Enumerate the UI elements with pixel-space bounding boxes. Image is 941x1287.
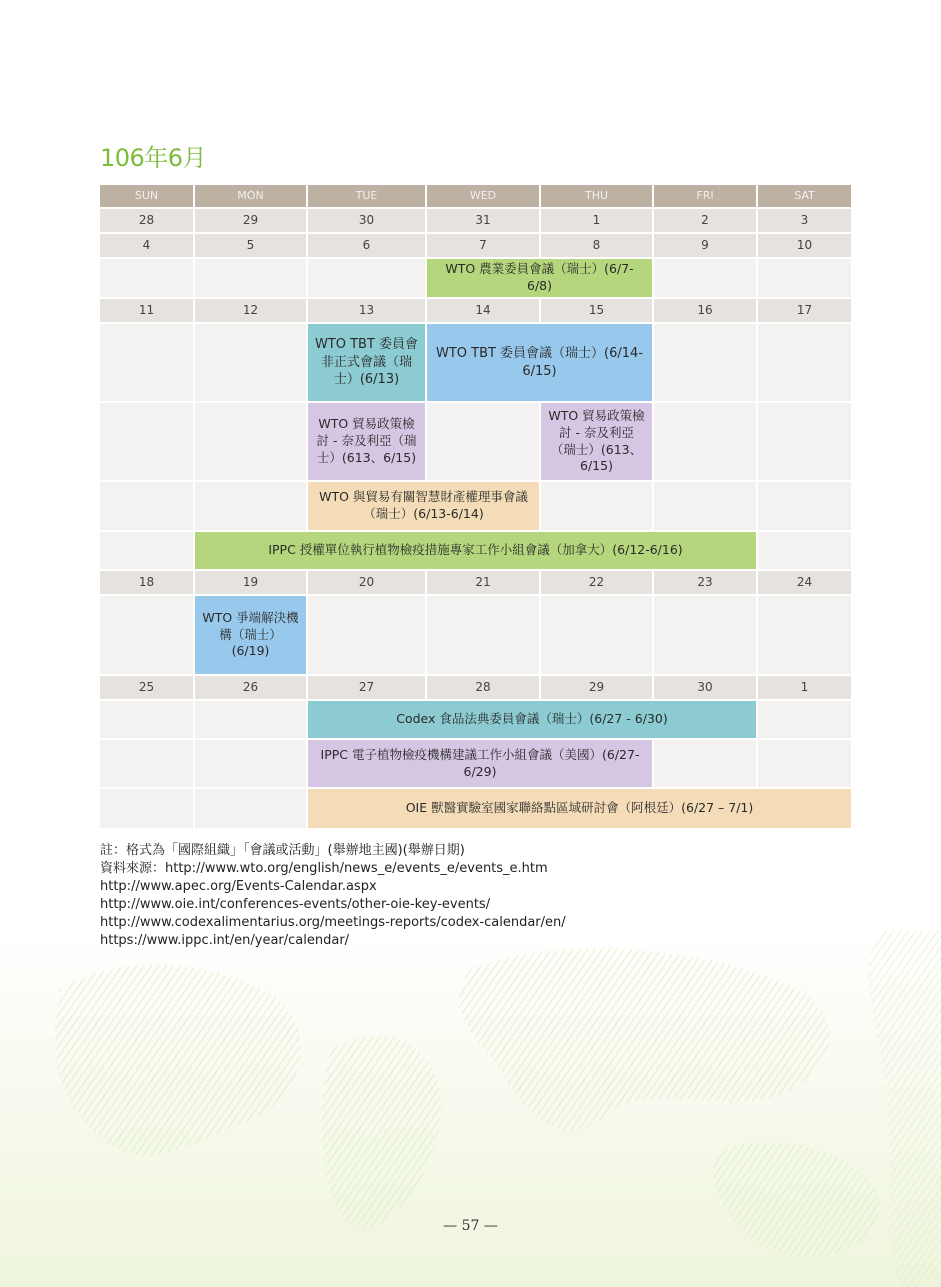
date-cell: 9: [654, 234, 756, 257]
date-cell: 23: [654, 571, 756, 594]
event-wto-trade-policy-review: WTO 貿易政策檢討 - 奈及利亞（瑞士）(613、6/15): [308, 403, 425, 480]
empty-cell: [100, 324, 193, 401]
source-line: http://www.oie.int/conferences-events/other-oie-key-events/: [100, 897, 491, 912]
event-wto-trade-policy-review: WTO 貿易政策檢討 - 奈及利亞（瑞士）(613、6/15): [541, 403, 652, 480]
date-cell: 14: [427, 299, 539, 322]
empty-cell: [758, 259, 851, 297]
empty-cell: [758, 482, 851, 530]
empty-cell: [758, 403, 851, 480]
date-cell: 24: [758, 571, 851, 594]
event-wto-tbt-committee: WTO TBT 委員會議（瑞士）(6/14-6/15): [427, 324, 652, 401]
date-cell: 29: [195, 209, 306, 232]
empty-cell: [654, 740, 756, 787]
empty-cell: [195, 259, 306, 297]
source-line: http://www.apec.org/Events-Calendar.aspx: [100, 879, 377, 894]
empty-cell: [654, 596, 756, 674]
event-wto-agriculture: WTO 農業委員會議（瑞士）(6/7-6/8): [427, 259, 652, 297]
date-cell: 6: [308, 234, 425, 257]
empty-cell: [195, 403, 306, 480]
empty-cell: [654, 403, 756, 480]
empty-cell: [758, 596, 851, 674]
empty-cell: [654, 324, 756, 401]
date-cell: 29: [541, 676, 652, 699]
date-cell: 13: [308, 299, 425, 322]
empty-cell: [100, 403, 193, 480]
empty-cell: [427, 403, 539, 480]
date-cell: 25: [100, 676, 193, 699]
empty-cell: [195, 324, 306, 401]
empty-cell: [758, 740, 851, 787]
empty-cell: [100, 482, 193, 530]
june-calendar: [100, 185, 851, 828]
empty-cell: [308, 596, 425, 674]
day-header-tue: TUE: [308, 185, 425, 207]
date-cell: 26: [195, 676, 306, 699]
day-header-sun: SUN: [100, 185, 193, 207]
page-title: 106年6月: [100, 144, 207, 172]
date-cell: 1: [541, 209, 652, 232]
date-cell: 1: [758, 676, 851, 699]
date-cell: 5: [195, 234, 306, 257]
day-header-mon: MON: [195, 185, 306, 207]
date-cell: 21: [427, 571, 539, 594]
day-header-fri: FRI: [654, 185, 756, 207]
source-line: http://www.codexalimentarius.org/meetings-reports/codex-calendar/en/: [100, 915, 566, 930]
date-cell: 30: [308, 209, 425, 232]
empty-cell: [195, 789, 306, 828]
date-cell: 2: [654, 209, 756, 232]
empty-cell: [100, 740, 193, 787]
date-cell: 27: [308, 676, 425, 699]
empty-cell: [100, 596, 193, 674]
event-oie-seminar: OIE 獸醫實驗室國家聯絡點區域研討會（阿根廷）(6/27 – 7/1): [308, 789, 851, 828]
date-cell: 4: [100, 234, 193, 257]
day-header-sat: SAT: [758, 185, 851, 207]
empty-cell: [308, 259, 425, 297]
empty-cell: [195, 701, 306, 738]
date-cell: 8: [541, 234, 652, 257]
empty-cell: [427, 596, 539, 674]
event-ippc-expert-working-group: IPPC 授權單位執行植物檢疫措施專家工作小組會議（加拿大）(6/12-6/16): [195, 532, 756, 569]
date-cell: 18: [100, 571, 193, 594]
event-wto-trips-council: WTO 與貿易有關智慧財產權理事會議（瑞士）(6/13-6/14): [308, 482, 539, 530]
source-line: https://www.ippc.int/en/year/calendar/: [100, 933, 350, 948]
empty-cell: [195, 740, 306, 787]
date-cell: 7: [427, 234, 539, 257]
date-cell: 19: [195, 571, 306, 594]
date-cell: 12: [195, 299, 306, 322]
date-cell: 17: [758, 299, 851, 322]
date-cell: 3: [758, 209, 851, 232]
event-wto-dispute-settlement: WTO 爭端解決機構（瑞士）(6/19): [195, 596, 306, 674]
date-cell: 11: [100, 299, 193, 322]
notes-section: [100, 842, 566, 950]
empty-cell: [758, 701, 851, 738]
date-cell: 28: [427, 676, 539, 699]
day-header-wed: WED: [427, 185, 539, 207]
source-line: 資料來源：http://www.wto.org/english/news_e/events_e/events_e.htm: [100, 861, 548, 876]
event-ippc-ephyto: IPPC 電子植物檢疫機構建議工作小組會議（美國）(6/27-6/29): [308, 740, 652, 787]
empty-cell: [541, 482, 652, 530]
date-cell: 15: [541, 299, 652, 322]
day-header-thu: THU: [541, 185, 652, 207]
date-cell: 10: [758, 234, 851, 257]
date-cell: 28: [100, 209, 193, 232]
empty-cell: [100, 259, 193, 297]
empty-cell: [100, 532, 193, 569]
empty-cell: [195, 482, 306, 530]
event-wto-tbt-informal: WTO TBT 委員會非正式會議（瑞士）(6/13): [308, 324, 425, 401]
date-cell: 22: [541, 571, 652, 594]
empty-cell: [654, 482, 756, 530]
date-cell: 20: [308, 571, 425, 594]
date-cell: 30: [654, 676, 756, 699]
empty-cell: [100, 789, 193, 828]
date-cell: 31: [427, 209, 539, 232]
empty-cell: [100, 701, 193, 738]
event-codex-commission: Codex 食品法典委員會議（瑞士）(6/27 - 6/30): [308, 701, 756, 738]
empty-cell: [654, 259, 756, 297]
empty-cell: [758, 532, 851, 569]
page-number: — 57 —: [443, 1218, 498, 1234]
empty-cell: [758, 324, 851, 401]
format-note: 註：格式為「國際組織」「會議或活動」(舉辦地主國)(舉辦日期): [100, 843, 465, 858]
empty-cell: [541, 596, 652, 674]
date-cell: 16: [654, 299, 756, 322]
